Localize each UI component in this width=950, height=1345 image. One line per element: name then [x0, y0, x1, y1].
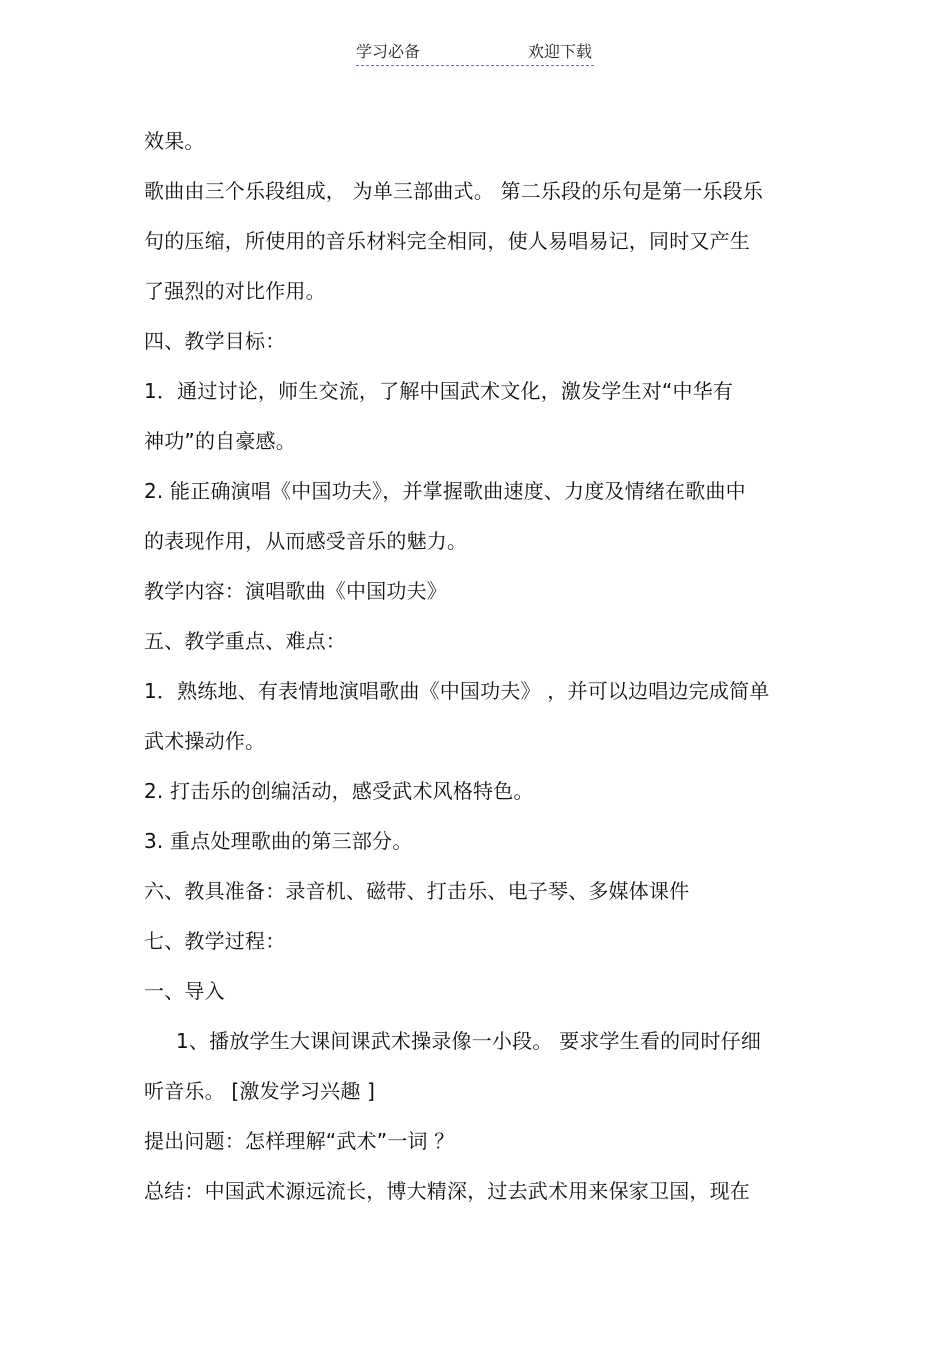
text-line: 句的压缩，所使用的音乐材料完全相同，使人易唱易记，同时又产生	[144, 229, 750, 253]
text-line: 3. 重点处理歌曲的第三部分。	[144, 829, 413, 853]
text-line: 歌曲由三个乐段组成， 为单三部曲式。 第二乐段的乐句是第一乐段乐	[144, 179, 764, 203]
subsection-heading: 一、导入	[144, 979, 225, 1003]
header-left-text: 学习必备	[356, 42, 421, 61]
document-body	[144, 123, 804, 1223]
text-line: 1、播放学生大课间课武术操录像一小段。 要求学生看的同时仔细	[176, 1029, 762, 1053]
text-line: 教学内容：演唱歌曲《中国功夫》	[144, 579, 447, 603]
text-line: 总结：中国武术源远流长，博大精深，过去武术用来保家卫国，现在	[144, 1179, 750, 1203]
section-heading: 五、教学重点、难点：	[144, 629, 346, 653]
text-line: 效果。	[144, 129, 205, 153]
section-heading: 六、教具准备：录音机、磁带、打击乐、电子琴、多媒体课件	[144, 879, 690, 903]
text-line: 武术操动作。	[144, 729, 266, 753]
text-line: 听音乐。 [激发学习兴趣 ]	[144, 1079, 376, 1103]
text-line: 提出问题：怎样理解“武术”一词 ？	[144, 1129, 455, 1153]
text-line: 2. 能正确演唱《中国功夫》，并掌握歌曲速度、力度及情绪在歌曲中	[144, 479, 746, 503]
text-line: 的表现作用，从而感受音乐的魅力。	[144, 529, 468, 553]
section-heading: 七、教学过程：	[144, 929, 286, 953]
header-right-text: 欢迎下载	[527, 42, 592, 61]
text-line: 1．熟练地、有表情地演唱歌曲《中国功夫》 ，并可以边唱边完成简单	[144, 679, 770, 703]
text-line: 了强烈的对比作用。	[144, 279, 326, 303]
text-line: 2. 打击乐的创编活动，感受武术风格特色。	[144, 779, 534, 803]
page-header	[356, 41, 594, 66]
text-line: 1．通过讨论，师生交流，了解中国武术文化，激发学生对“中华有	[144, 379, 734, 403]
section-heading: 四、教学目标：	[144, 329, 286, 353]
text-line: 神功”的自豪感。	[144, 429, 296, 453]
